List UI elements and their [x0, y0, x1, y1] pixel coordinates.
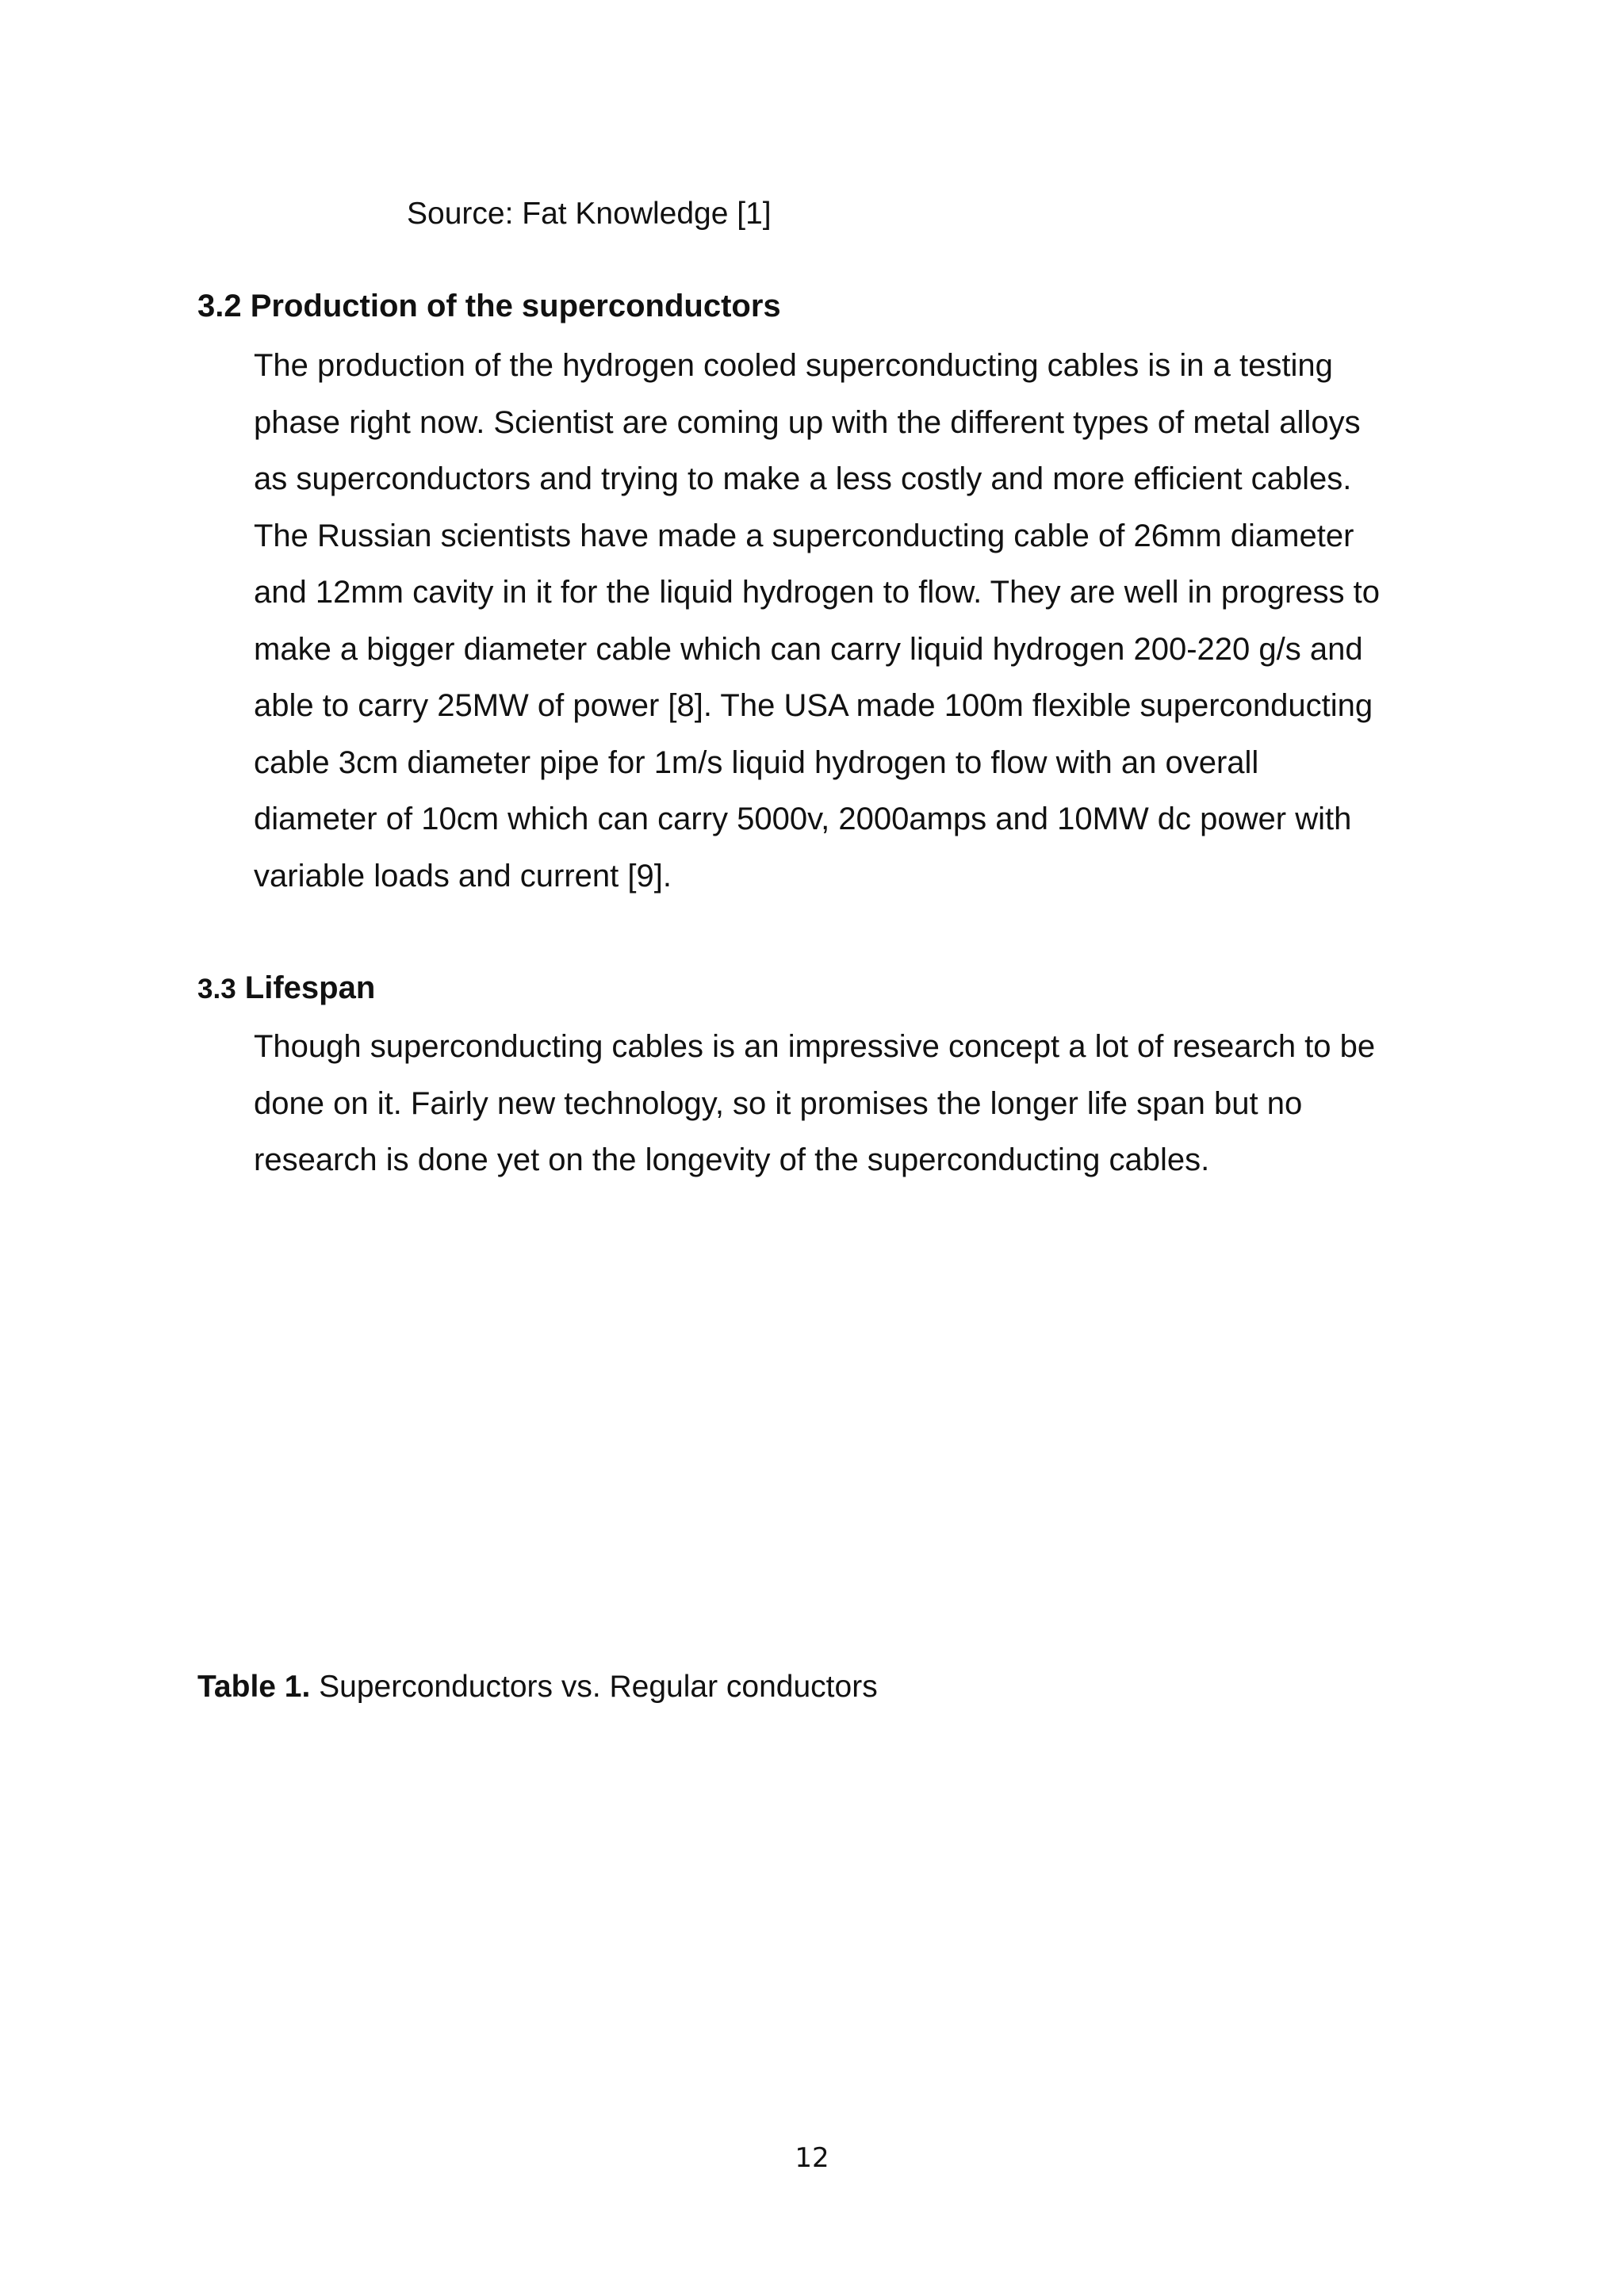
paragraph-line: cable 3cm diameter pipe for 1m/s liquid hydrogen to flow with an overall: [254, 744, 1259, 780]
paragraph-line: as superconductors and trying to make a less costly and more efficient cables.: [254, 461, 1352, 496]
paragraph-line: Though superconducting cables is an impressive concept a lot of research to be: [254, 1029, 1376, 1064]
page-number: 12: [795, 2142, 829, 2174]
paragraph-line: The production of the hydrogen cooled superconducting cables is in a testing: [254, 348, 1333, 383]
section-title: Lifespan: [244, 970, 376, 1005]
paragraph-line: phase right now. Scientist are coming up with the different types of metal alloys: [254, 404, 1361, 440]
section-3-2-paragraph: [254, 338, 1491, 905]
section-number: 3.2: [197, 289, 242, 323]
paragraph-line: make a bigger diameter cable which can carry liquid hydrogen 200-220 g/s and: [254, 631, 1363, 667]
paragraph-line: The Russian scientists have made a superconducting cable of 26mm diameter: [254, 518, 1354, 553]
section-number: 3.3: [197, 974, 236, 1004]
section-3-3-paragraph: [254, 1019, 1491, 1189]
section-heading-3-2: [197, 284, 781, 328]
section-heading-3-3: [197, 966, 375, 1012]
paragraph-line: diameter of 10cm which can carry 5000v, 2000amps and 10MW dc power with: [254, 802, 1352, 836]
section-title: Production of the superconductors: [250, 289, 781, 323]
table-caption-text: Superconductors vs. Regular conductors: [310, 1670, 878, 1704]
paragraph-line: and 12mm cavity in it for the liquid hydrogen to flow. They are well in progress to: [254, 575, 1380, 610]
figure-source-note: Source: Fat Knowledge [1]: [407, 197, 772, 231]
paragraph-line: done on it. Fairly new technology, so it promises the longer life span but no: [254, 1085, 1303, 1121]
table-caption: [197, 1667, 878, 1708]
table-caption-label: Table 1.: [197, 1670, 311, 1704]
paragraph-line: able to carry 25MW of power [8]. The USA made 100m flexible superconducting: [254, 688, 1373, 723]
paragraph-line: variable loads and current [9].: [254, 858, 672, 894]
paragraph-line: research is done yet on the longevity of the superconducting cables.: [254, 1142, 1210, 1177]
